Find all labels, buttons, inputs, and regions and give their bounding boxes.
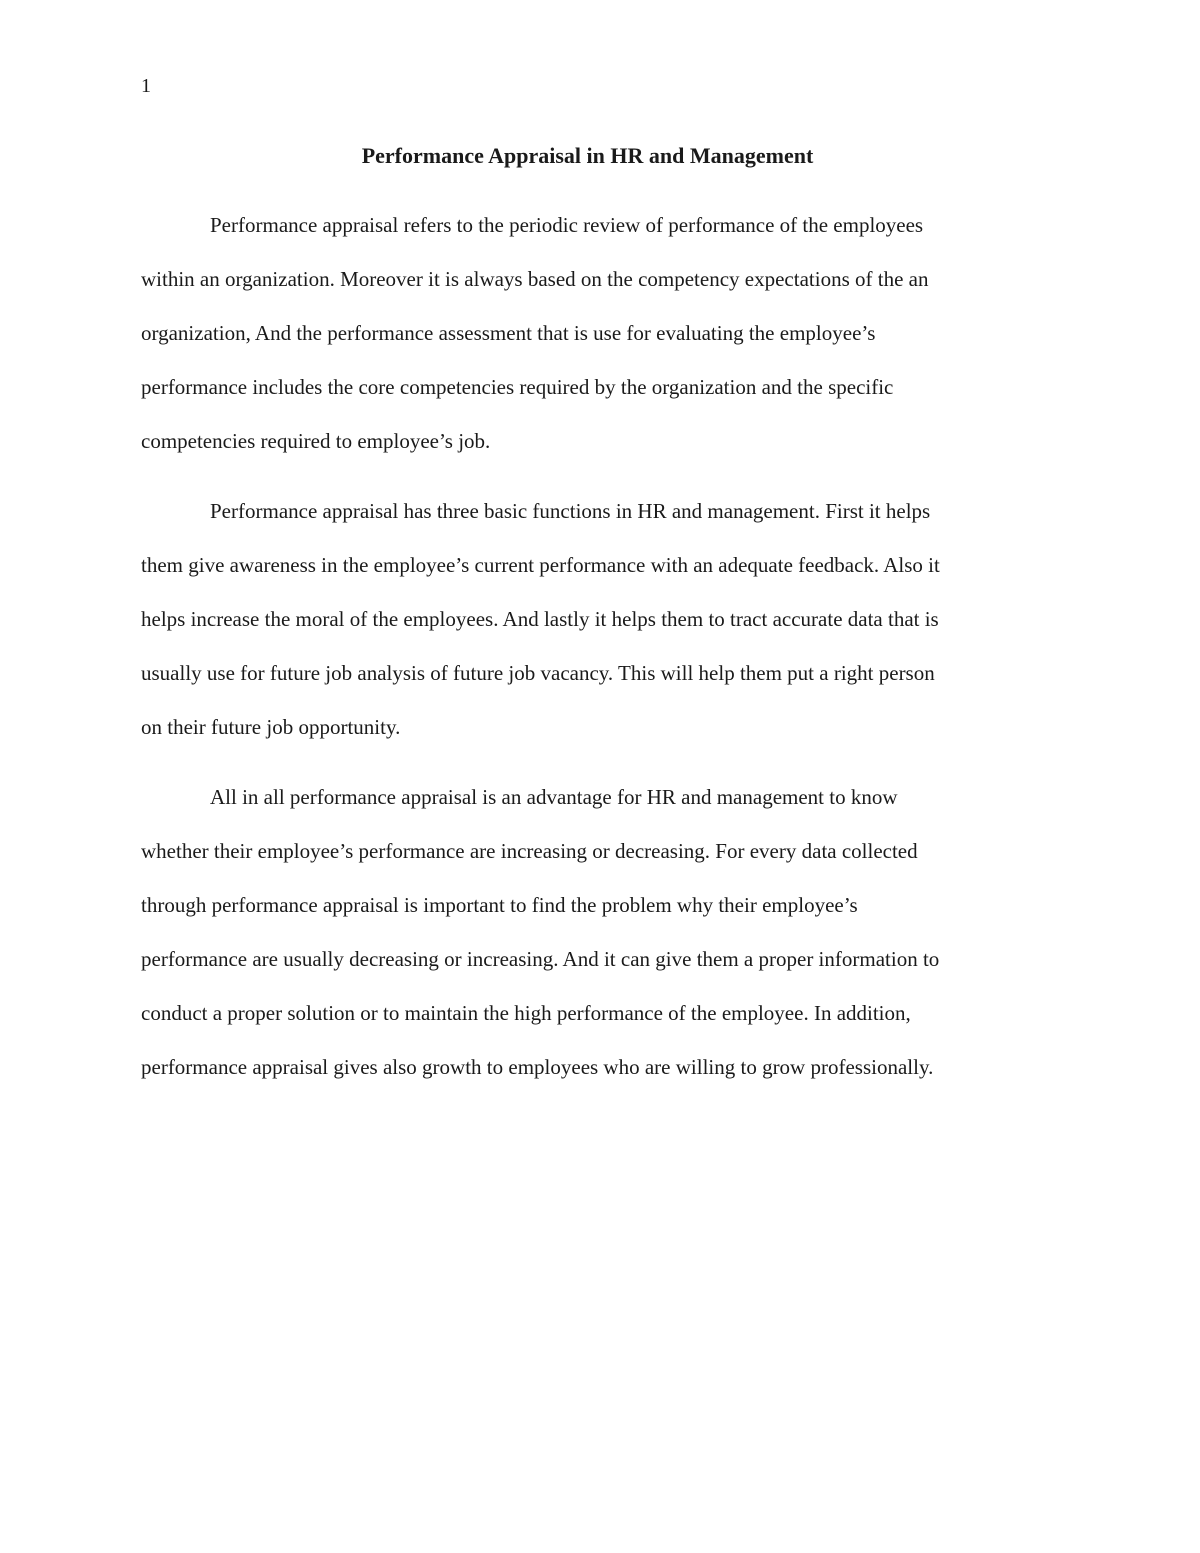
paragraph-line: through performance appraisal is important to find the problem why their employee’s	[141, 893, 858, 917]
paragraph-line: Performance appraisal has three basic functions in HR and management. First it helps	[210, 499, 931, 523]
paragraph-2	[141, 484, 1041, 754]
document-title: Performance Appraisal in HR and Management	[361, 143, 814, 168]
paragraph-line: within an organization. Moreover it is always based on the competency expectations of the an	[141, 267, 929, 291]
paragraph-line: All in all performance appraisal is an advantage for HR and management to know	[210, 785, 898, 809]
paragraph-1	[141, 198, 1041, 468]
paragraph-3	[141, 770, 1041, 1094]
paragraph-line: competencies required to employee’s job.	[141, 429, 491, 453]
page-number: 1	[141, 75, 151, 97]
paragraph-line: organization, And the performance assessment that is use for evaluating the employee’s	[141, 321, 876, 345]
paragraph-line: on their future job opportunity.	[141, 715, 401, 739]
paragraph-line: performance includes the core competencies required by the organization and the specific	[141, 375, 894, 399]
document-body	[141, 198, 1041, 1110]
paragraph-line: them give awareness in the employee’s current performance with an adequate feedback. Also it	[141, 553, 940, 577]
paragraph-line: Performance appraisal refers to the periodic review of performance of the employees	[210, 213, 924, 237]
paragraph-line: usually use for future job analysis of future job vacancy. This will help them put a right person	[141, 661, 935, 685]
paragraph-line: helps increase the moral of the employees. And lastly it helps them to tract accurate data that is	[141, 607, 939, 631]
paragraph-line: conduct a proper solution or to maintain the high performance of the employee. In addition,	[141, 1001, 911, 1025]
paragraph-line: performance are usually decreasing or increasing. And it can give them a proper information to	[141, 947, 940, 971]
paragraph-line: whether their employee’s performance are increasing or decreasing. For every data collected	[141, 839, 918, 863]
paragraph-line: performance appraisal gives also growth to employees who are willing to grow professionally.	[141, 1055, 934, 1079]
